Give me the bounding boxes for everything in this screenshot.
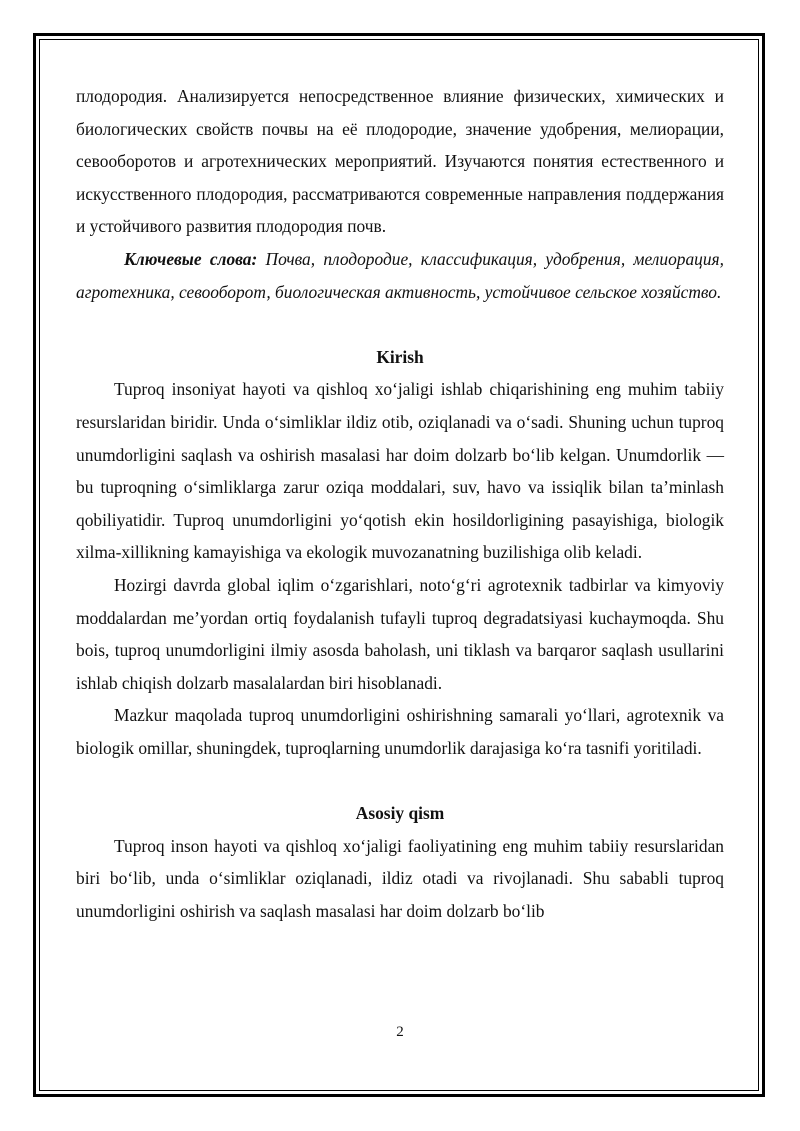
main-paragraph-1: Tuproq inson hayoti va qishloq xo‘jaligi faoliyatining eng muhim tabiiy resurslaridan biri bo‘lib, unda o‘simliklar oziqlanadi, ildiz otadi va rivojlanadi. Shu sababli tuproq unumdorligini oshirish va saqlash masalasi har doim dolzarb bo‘lib (76, 835, 724, 921)
abstract-text: плодородия. Анализируется непосредственное влияние физических, химических и биологических свойств почвы на её плодородие, значение удобрения, мелиорации, севооборотов и агротехнических мероприятий. Изучаются понятия естественного и искусственного плодородия, рассматриваются современные направления поддержания и устойчивого развития плодородия почв. (76, 86, 724, 237)
keywords-text: Почва, плодородие, классификация, удобрения, мелиорация, агротехника, севооборот, биологическая активность, устойчивое сельское хозяйство. (76, 248, 724, 302)
page-number: 2 (396, 1024, 404, 1040)
document-body (76, 80, 724, 927)
spacer (76, 308, 724, 341)
intro-paragraph-1: Tuproq insoniyat hayoti va qishloq xo‘jaligi ishlab chiqarishining eng muhim tabiiy resurslaridan biridir. Unda o‘simliklar ildiz otib, oziqlanadi va o‘sadi. Shuning uchun tuproq unumdorligini saqlash va oshirish masalasi har doim dolzarb bo‘lib kelgan. Unumdorlik — bu tuproqning o‘simliklarga zarur oziqa moddalari, suv, havo va issiqlik bilan ta’minlash qobiliyatidir. Tuproq unumdorligini yo‘qotish ekin hosildorligining pasayishiga, biologik xilma-xillikning kamayishiga va ekologik muvozanatning buzilishiga olib keladi. (76, 379, 724, 563)
keywords-paragraph (76, 243, 724, 308)
keywords-label: Ключевые слова: (124, 248, 258, 269)
section-heading-intro: Kirish (376, 346, 424, 367)
section-heading-main: Asosiy qism (355, 803, 445, 824)
intro-paragraph-3: Mazkur maqolada tuproq unumdorligini oshirishning samarali yo‘llari, agrotexnik va biologik omillar, shuningdek, tuproqlarning unumdorlik darajasiga ko‘ra tasnifi yoritiladi. (76, 705, 724, 758)
intro-paragraph-2: Hozirgi davrda global iqlim o‘zgarishlari, noto‘g‘ri agrotexnik tadbirlar va kimyoviy moddalardan me’yordan ortiq foydalanish tufayli tuproq degradatsiyasi kuchaymoqda. Shu bois, tuproq unumdorligini ilmiy asosda baholash, uni tiklash va barqaror saqlash usullarini ishlab chiqish dolzarb masalalardan biri hisoblanadi. (76, 574, 724, 693)
spacer (76, 764, 724, 797)
